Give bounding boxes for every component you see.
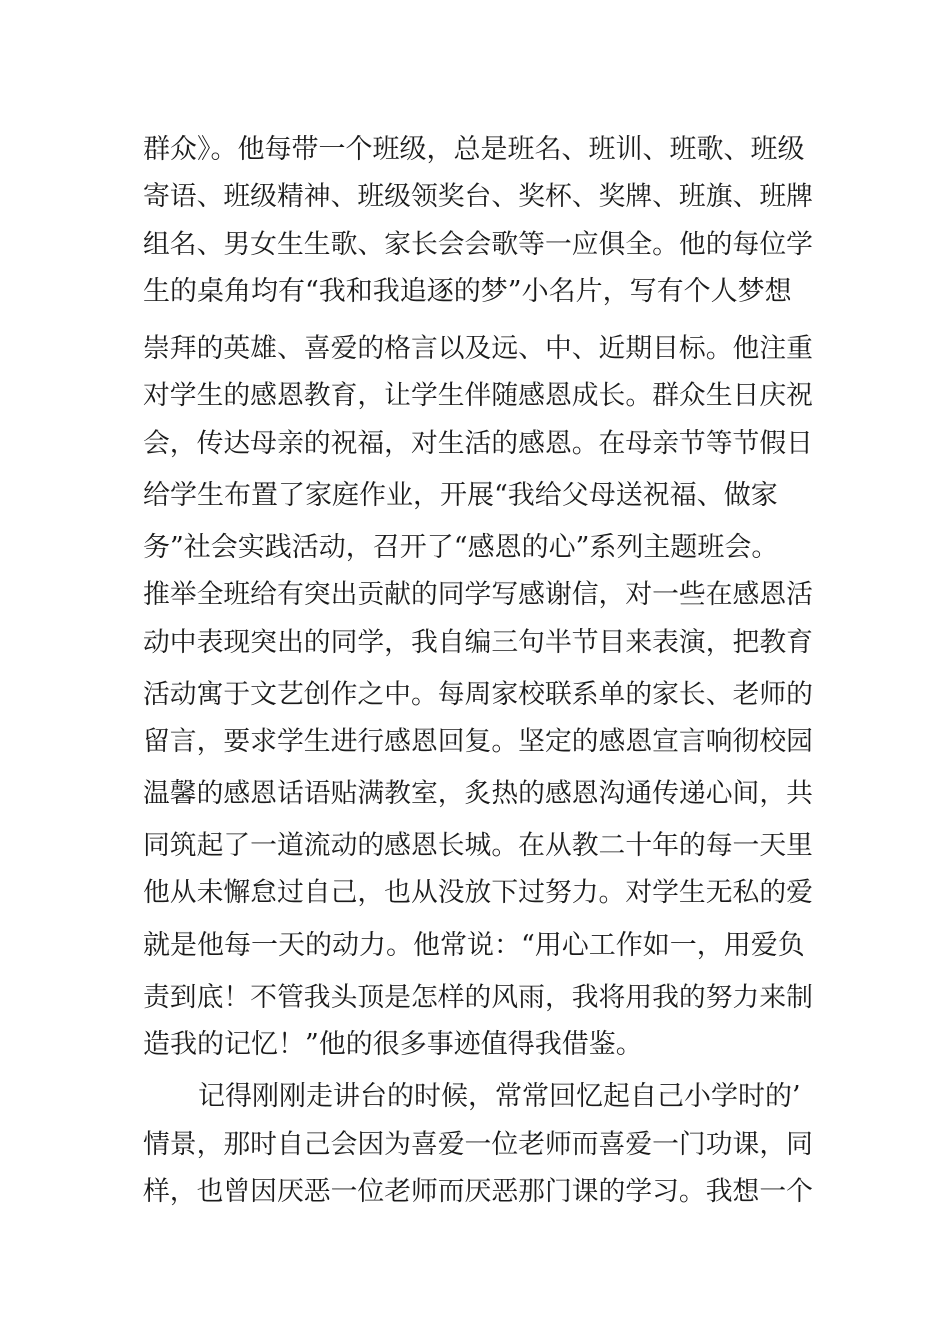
text-line-13: 留言，要求学生进行感恩回复。坚定的感恩宣言响彻校园	[143, 726, 813, 757]
text-line-22: 样，也曾因厌恶一位老师而厌恶那门课的学习。我想一个	[143, 1176, 813, 1207]
text-line-21: 情景，那时自己会因为喜爱一位老师而喜爱一门功课，同	[143, 1129, 813, 1160]
text-line-14: 温馨的感恩话语贴满教室，炙热的感恩沟通传递心间，共	[143, 778, 813, 809]
text-line-4: 生的桌角均有“我和我追逐的梦”小名片，写有个人梦想	[143, 276, 792, 307]
text-line-3: 组名、男女生生歌、家长会会歌等一应俱全。他的每位学	[143, 229, 813, 260]
text-line-1: 群众》。他每带一个班级，总是班名、班训、班歌、班级	[143, 134, 805, 165]
text-line-8: 给学生布置了家庭作业，开展“我给父母送祝福、做家	[143, 480, 778, 511]
text-line-18: 责到底！不管我头顶是怎样的风雨，我将用我的努力来制	[143, 982, 813, 1013]
text-line-9: 务”社会实践活动，召开了“感恩的心”系列主题班会。	[143, 532, 779, 563]
text-line-6: 对学生的感恩教育，让学生伴随感恩成长。群众生日庆祝	[143, 380, 813, 411]
text-line-20: 记得刚刚走讲台的时候，常常回忆起自己小学时的’	[198, 1081, 801, 1112]
text-line-5: 崇拜的英雄、喜爱的格言以及远、中、近期目标。他注重	[143, 333, 813, 364]
text-line-2: 寄语、班级精神、班级领奖台、奖杯、奖牌、班旗、班牌	[143, 181, 813, 212]
text-line-16: 他从未懈怠过自己，也从没放下过努力。对学生无私的爱	[143, 877, 813, 908]
text-line-11: 动中表现突出的同学，我自编三句半节目来表演，把教育	[143, 627, 813, 658]
text-line-7: 会，传达母亲的祝福，对生活的感恩。在母亲节等节假日	[143, 428, 813, 459]
text-line-15: 同筑起了一道流动的感恩长城。在从教二十年的每一天里	[143, 830, 813, 861]
text-line-19: 造我的记忆！”他的很多事迹值得我借鉴。	[143, 1029, 643, 1060]
text-line-17: 就是他每一天的动力。他常说：“用心工作如一，用爱负	[143, 930, 805, 961]
text-line-12: 活动寓于文艺创作之中。每周家校联系单的家长、老师的	[143, 679, 813, 710]
text-line-10: 推举全班给有突出贡献的同学写感谢信，对一些在感恩活	[143, 579, 813, 610]
